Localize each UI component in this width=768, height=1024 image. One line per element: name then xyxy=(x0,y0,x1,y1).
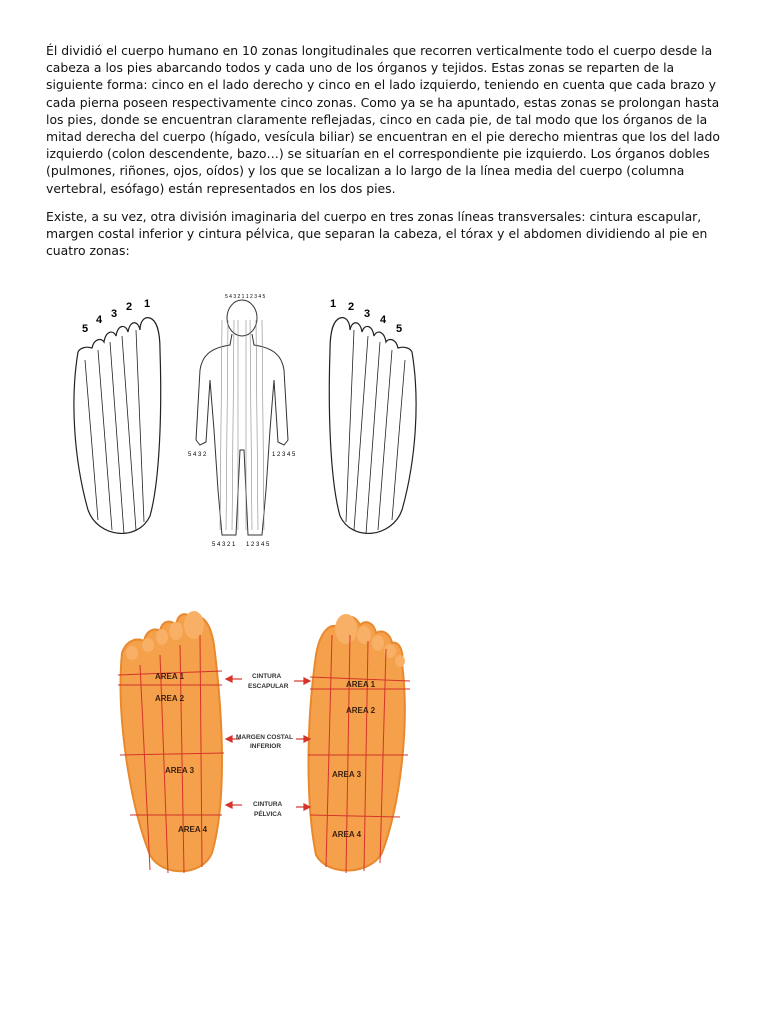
left-toe-4: 4 xyxy=(96,314,103,326)
right-toe-1: 1 xyxy=(330,298,337,310)
right-area-1: AREA 1 xyxy=(346,680,376,689)
body-left-foot-numbers: 5 4 3 2 1 xyxy=(212,542,236,548)
body-head-numbers: 5 4 3 2 1 1 2 3 4 5 xyxy=(225,294,266,300)
right-foot-outline xyxy=(329,318,416,534)
body-right-foot-numbers: 1 2 3 4 5 xyxy=(246,542,270,548)
body-left-hand-numbers: 5 4 3 2 xyxy=(188,452,207,458)
longitudinal-zones-figure xyxy=(60,290,430,550)
left-toe-3: 3 xyxy=(111,308,118,320)
right-toe-2: 2 xyxy=(348,301,355,313)
label-cintura-pelvica-2: PÉLVICA xyxy=(254,811,282,818)
transverse-zones-paragraph: Existe, a su vez, otra división imaginaria del cuerpo en tres zonas líneas transversales: cintura escapular, margen costal inferior y cintura pélvica, que separan la cabeza, el tórax y el abdomen dividiendo al pie en cuatro zonas: xyxy=(46,209,708,259)
left-toe-5: 5 xyxy=(82,323,89,335)
left-toe-1: 1 xyxy=(144,298,151,310)
intro-paragraph: Él dividió el cuerpo humano en 10 zonas longitudinales que recorren verticalmente todo el cuerpo desde la cabeza a los pies abarcando todos y cada uno de los órganos y tejidos. Estas zonas se reparten de la siguiente forma: cinco en el lado derecho y cinco en el lado izquierdo, teniendo en cuenta que cada brazo y cada pierna poseen respectivamente cinco zonas. Como ya se ha apuntado, estas zonas se prolongan hasta los pies, donde se encuentran claramente reflejadas, cinco en cada pie, de tal modo que los órganos de la mitad derecha del cuerpo (hígado, vesícula biliar) se encuentran en el pie derecho mientras que los del lado izquierdo (colon descendente, bazo…) se situarían en el correspondiente pie izquierdo. Los órganos dobles (pulmones, riñones, ojos, oídos) y los que se localizan a lo largo de la línea media del cuerpo (columna vertebral, esófago) están representados en los dos pies. xyxy=(46,43,720,196)
label-cintura-pelvica-1: CINTURA xyxy=(253,801,283,808)
body-outline xyxy=(196,300,288,535)
right-toe-4: 4 xyxy=(380,314,387,326)
left-foot-outline xyxy=(74,318,161,534)
right-toe-3: 3 xyxy=(364,308,371,320)
left-area-4: AREA 4 xyxy=(178,825,208,834)
right-area-4: AREA 4 xyxy=(332,830,362,839)
label-margen-costal-2: INFERIOR xyxy=(250,743,282,750)
left-area-3: AREA 3 xyxy=(165,766,195,775)
label-margen-costal-1: MARGEN COSTAL xyxy=(236,734,293,741)
label-cintura-escapular-1: CINTURA xyxy=(252,673,282,680)
right-toe-5: 5 xyxy=(396,323,403,335)
left-toe-2: 2 xyxy=(126,301,133,313)
left-area-2: AREA 2 xyxy=(155,694,185,703)
right-area-2: AREA 2 xyxy=(346,706,376,715)
transverse-areas-figure xyxy=(110,605,430,880)
right-area-3: AREA 3 xyxy=(332,770,362,779)
label-cintura-escapular-2: ESCAPULAR xyxy=(248,683,289,690)
left-area-1: AREA 1 xyxy=(155,672,185,681)
body-right-hand-numbers: 1 2 3 4 5 xyxy=(272,452,296,458)
